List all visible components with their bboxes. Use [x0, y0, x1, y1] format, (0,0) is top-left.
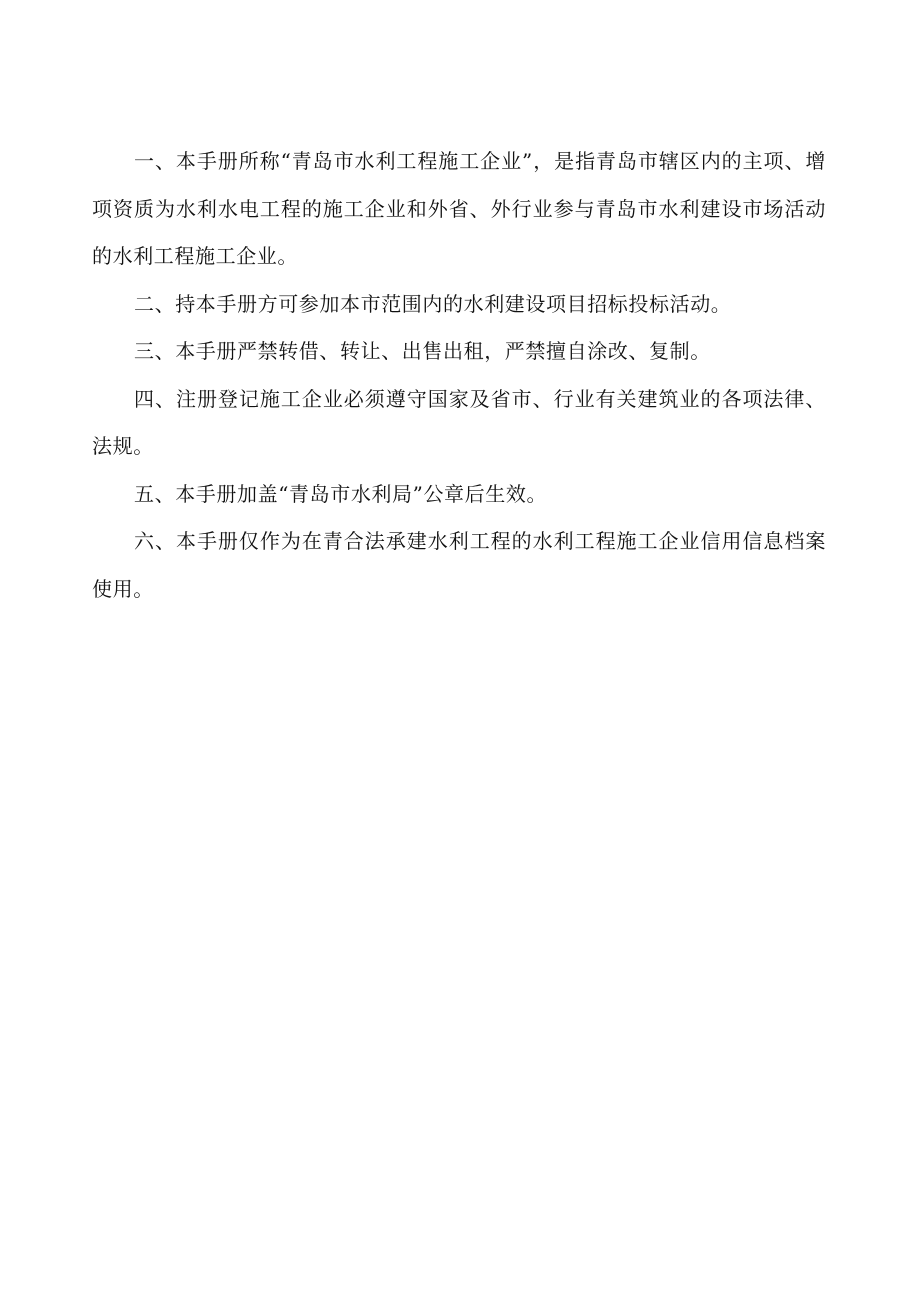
paragraph-6: 六、本手册仅作为在青合法承建水利工程的水利工程施工企业信用信息档案使用。 [92, 529, 826, 601]
document-body [92, 138, 826, 613]
paragraph-2: 二、持本手册方可参加本市范围内的水利建设项目招标投标活动。 [134, 291, 732, 316]
paragraph-4: 四、注册登记施工企业必须遵守国家及省市、行业有关建筑业的各项法律、法规。 [92, 386, 826, 458]
paragraph-5: 五、本手册加盖“青岛市水利局”公章后生效。 [134, 481, 548, 506]
paragraph-1: 一、本手册所称“青岛市水利工程施工企业”，是指青岛市辖区内的主项、增项资质为水利水电工程的施工企业和外省、外行业参与青岛市水利建设市场活动的水利工程施工企业。 [92, 149, 826, 268]
paragraph-3: 三、本手册严禁转借、转让、出售出租，严禁擅自涂改、复制。 [134, 339, 711, 363]
